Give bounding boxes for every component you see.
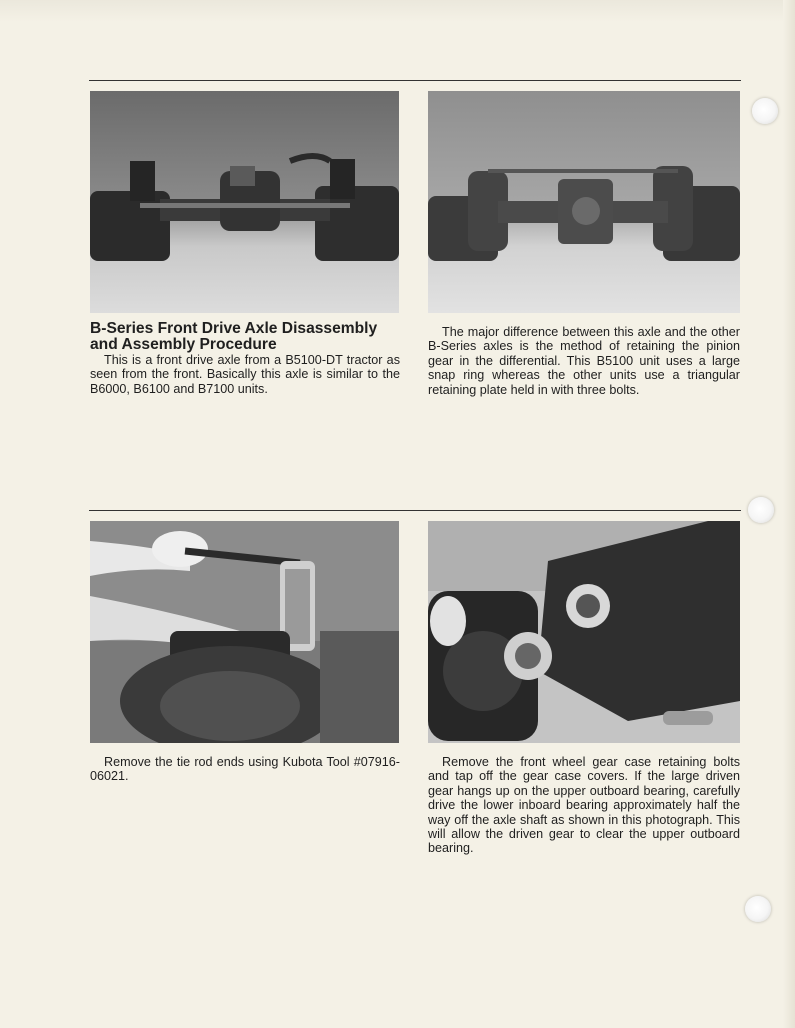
left-caption-block-1 <box>90 321 400 396</box>
photo-tie-rod-removal <box>90 521 399 743</box>
binder-hole-bottom <box>745 896 771 922</box>
binder-hole-middle <box>748 497 774 523</box>
right-caption-block-1 <box>428 325 740 397</box>
photo-axle-rear-view <box>428 91 740 313</box>
caption-gear-case: Remove the front wheel gear case retaining bolts and tap off the gear case covers. If the large driven gear hangs up on the upper outboard bearing, carefully drive the lower inboard bearing approximately half the way off the axle shaft as shown in this photograph. This will allow the driven gear to clear the upper outboard bearing. <box>428 755 740 856</box>
page-top-edge <box>0 0 795 22</box>
heading-line-2: and Assembly Procedure <box>90 336 277 353</box>
right-caption-block-2 <box>428 755 740 856</box>
heading-line-1: B-Series Front Drive Axle Disassembly <box>90 320 378 337</box>
photo-gear-case-removal <box>428 521 740 743</box>
section-heading <box>90 321 400 353</box>
section-divider-top <box>89 80 741 81</box>
page-right-edge <box>783 0 795 1028</box>
binder-hole-top <box>752 98 778 124</box>
section-divider-middle <box>89 510 741 511</box>
caption-tie-rod: Remove the tie rod ends using Kubota Tool #07916-06021. <box>90 755 400 784</box>
left-caption-block-2 <box>90 755 400 784</box>
photo-axle-front-view <box>90 91 399 313</box>
caption-axle-front: This is a front drive axle from a B5100-DT tractor as seen from the front. Basically this axle is similar to the B6000, B6100 and B7100 units. <box>90 353 400 396</box>
caption-axle-difference: The major difference between this axle and the other B-Series axles is the method of retaining the pinion gear in the differential. This B5100 unit uses a large snap ring whereas the other units use a triangular retaining plate held in with three bolts. <box>428 325 740 397</box>
